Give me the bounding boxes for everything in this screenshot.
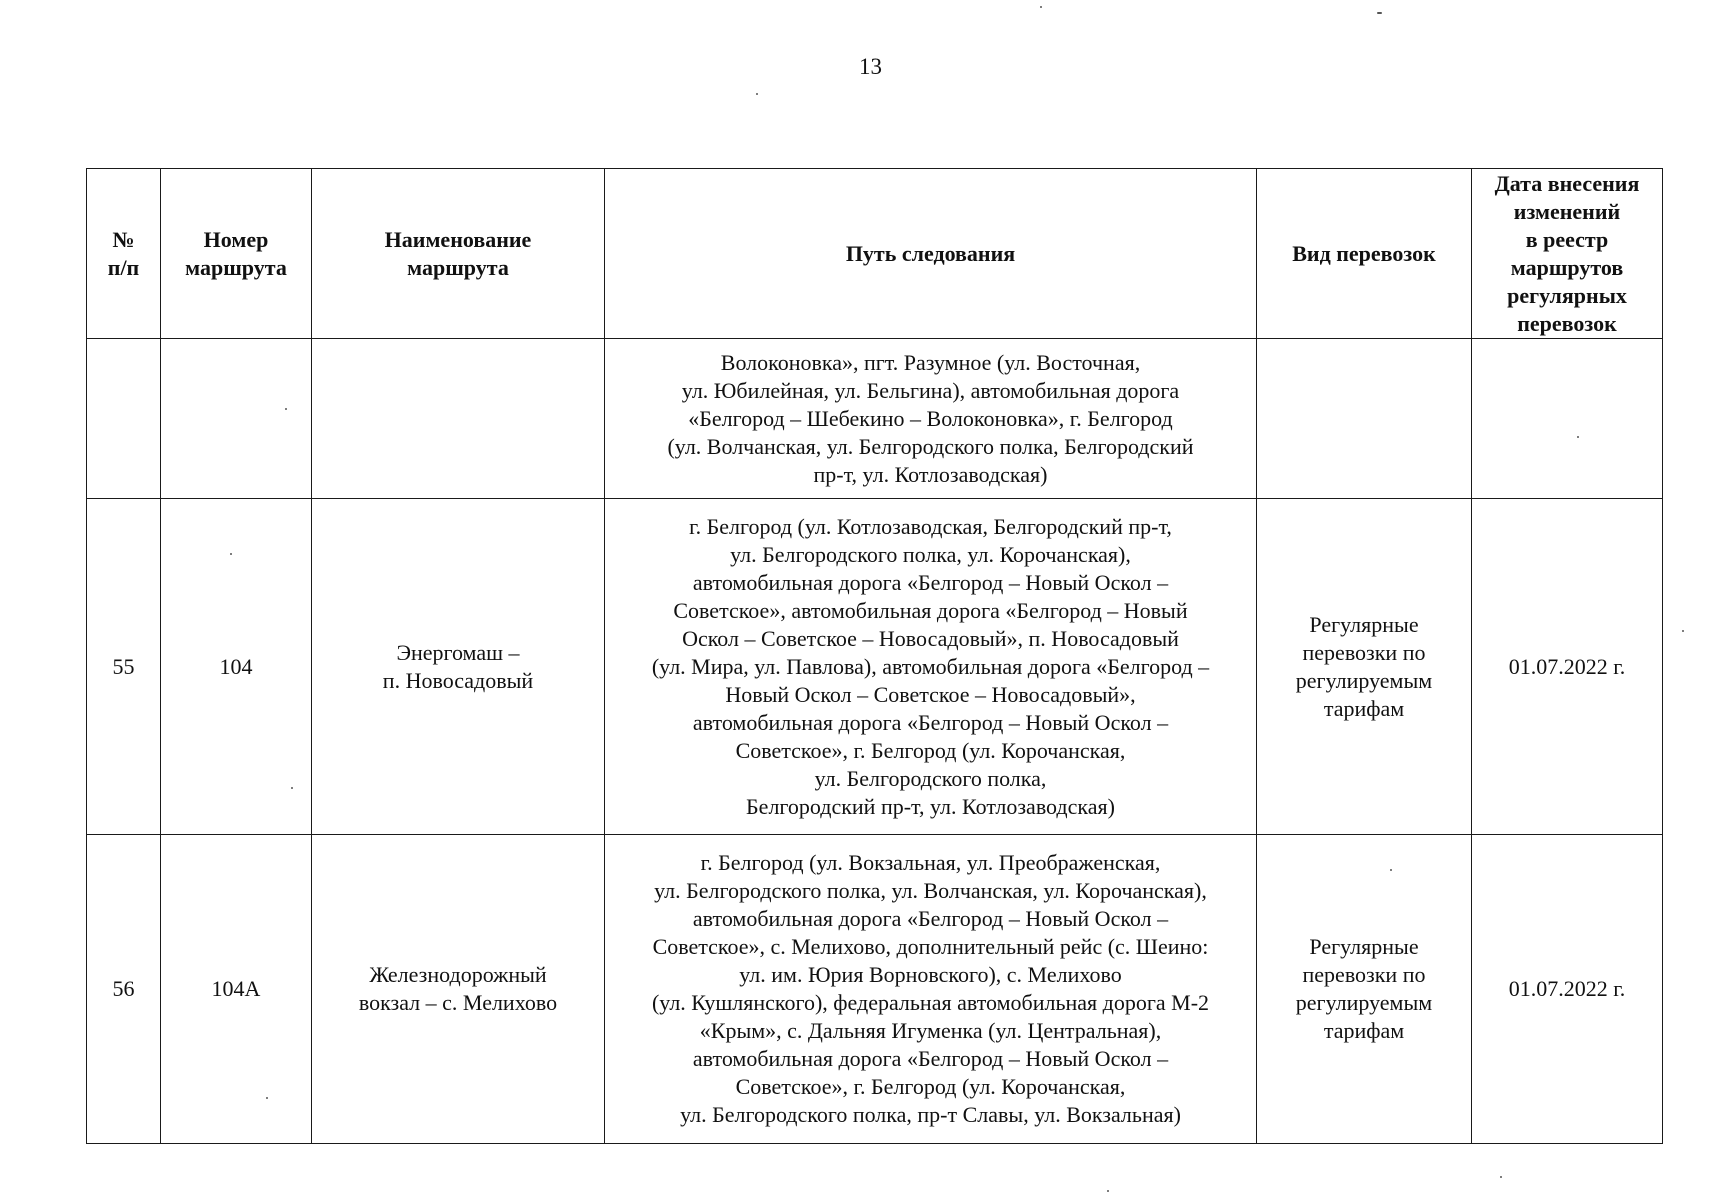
cell-route-number: 104А <box>161 835 312 1144</box>
cell-num: 56 <box>87 835 161 1144</box>
cell-transport-type <box>1257 339 1472 499</box>
cell-route-number <box>161 339 312 499</box>
table-row <box>87 835 1663 1144</box>
scan-speck <box>1577 436 1579 438</box>
cell-change-date: 01.07.2022 г. <box>1472 835 1663 1144</box>
scan-speck <box>1682 630 1684 632</box>
cell-change-date <box>1472 339 1663 499</box>
header-route-number: Номер маршрута <box>161 169 312 339</box>
header-change-date: Дата внесения изменений в реестр маршрутов регулярных перевозок <box>1472 169 1663 339</box>
scan-speck <box>1107 1190 1109 1192</box>
header-transport-type: Вид перевозок <box>1257 169 1472 339</box>
cell-transport-type: Регулярные перевозки по регулируемым тарифам <box>1257 499 1472 835</box>
scan-speck <box>1500 1176 1502 1178</box>
cell-num: 55 <box>87 499 161 835</box>
table-row <box>87 499 1663 835</box>
table-row-continuation <box>87 339 1663 499</box>
scan-speck <box>1390 869 1392 871</box>
cell-route-name: Энергомаш – п. Новосадовый <box>312 499 605 835</box>
cell-change-date: 01.07.2022 г. <box>1472 499 1663 835</box>
cell-path: г. Белгород (ул. Котлозаводская, Белгородский пр-т, ул. Белгородского полка, ул. Корочанская), автомобильная дорога «Белгород – Новый Оскол – Советское», автомобильная дорога «Белгород – Новый Оскол – Советское – Новосадовый», п. Новосадовый (ул. Мира, ул. Павлова), автомобильная дорога «Белгород – Новый Оскол – Советское – Новосадовый», автомобильная дорога «Белгород – Новый Оскол – Советское», г. Белгород (ул. Корочанская, ул. Белгородского полка, Белгородский пр-т, ул. Котлозаводская) <box>605 499 1257 835</box>
cell-route-name: Железнодорожный вокзал – с. Мелихово <box>312 835 605 1144</box>
scan-speck <box>291 787 293 789</box>
scan-speck <box>1377 12 1382 14</box>
header-route-name: Наименование маршрута <box>312 169 605 339</box>
cell-path: Волоконовка», пгт. Разумное (ул. Восточная, ул. Юбилейная, ул. Бельгина), автомобильная дорога «Белгород – Шебекино – Волоконовка», г. Белгород (ул. Волчанская, ул. Белгородского полка, Белгородский пр-т, ул. Котлозаводская) <box>605 339 1257 499</box>
cell-transport-type: Регулярные перевозки по регулируемым тарифам <box>1257 835 1472 1144</box>
scan-speck <box>285 408 287 410</box>
cell-route-name <box>312 339 605 499</box>
header-num-lines: № п/п <box>107 226 140 280</box>
cell-num <box>87 339 161 499</box>
scan-speck <box>266 1097 268 1099</box>
header-num <box>87 169 161 339</box>
routes-table <box>86 168 1663 1144</box>
cell-path: г. Белгород (ул. Вокзальная, ул. Преображенская, ул. Белгородского полка, ул. Волчанская, ул. Корочанская), автомобильная дорога «Белгород – Новый Оскол – Советское», с. Мелихово, дополнительный рейс (с. Шеино: ул. им. Юрия Ворновского), с. Мелихово (ул. Кушлянского), федеральная автомобильная дорога М-2 «Крым», с. Дальняя Игуменка (ул. Центральная), автомобильная дорога «Белгород – Новый Оскол – Советское», г. Белгород (ул. Корочанская, ул. Белгородского полка, пр-т Славы, ул. Вокзальная) <box>605 835 1257 1144</box>
page-number: 13 <box>859 54 882 79</box>
table-header-row <box>87 169 1663 339</box>
cell-route-number: 104 <box>161 499 312 835</box>
scan-speck <box>1040 6 1042 8</box>
scan-speck <box>756 93 758 95</box>
scan-speck <box>230 553 232 555</box>
header-path: Путь следования <box>605 169 1257 339</box>
